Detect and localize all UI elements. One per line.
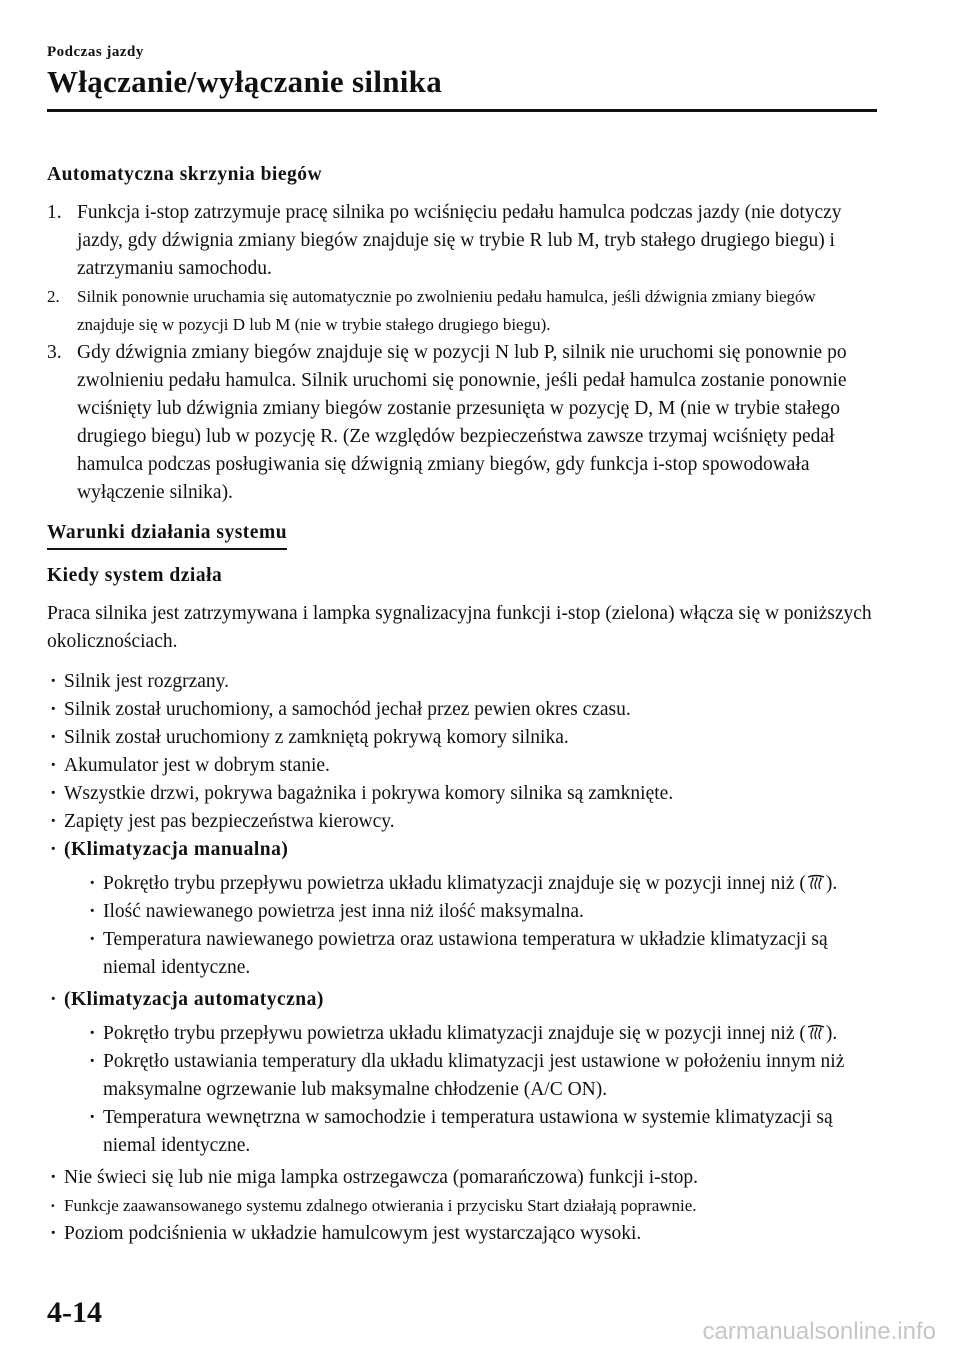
page-number: 4-14 [47,1296,102,1329]
list-item: · (Klimatyzacja automatyczna) · Pokrętło trybu przepływu powietrza układu klimatyzacji znajduje się w pozycji innej niż ( ). · Pokrętło ustawiania temperatury dla układu klimatyzacji jest ustawione w położeniu innym niż maksymalne ogrzewanie lub maksymalne chłodzenie (A/C ON). · Temperatura wewnętrzna w samochodzie i temperatura ustawiona w systemie klimatyzacji są niemal identyczne. [47,986,877,1160]
list-item: · Wszystkie drzwi, pokrywa bagażnika i pokrywa komory silnika są zamknięte. [50,783,674,804]
conditions-intro: Praca silnika jest zatrzymywana i lampka sygnalizacyjna funkcji i-stop (zielona) włącza się w poniższych okolicznościach. [47,603,872,652]
step-item: 1. Funkcja i-stop zatrzymuje pracę silnika po wciśnięciu pedału hamulca podczas jazdy (nie dotyczy jazdy, gdy dźwignia zmiany biegów znajduje się w trybie R lub M, tryb stałego drugiego biegu) i zatrzymaniu samochodu. [47,202,842,279]
manual-ac-conditions [64,870,877,982]
watermark: carmanualsonline.info [702,1318,936,1345]
list-item: · Temperatura wewnętrzna w samochodzie i temperatura ustawiona w systemie klimatyzacji są niemal identyczne. [89,1107,833,1156]
list-item: · Pokrętło trybu przepływu powietrza układu klimatyzacji znajduje się w pozycji innej niż ( ). [89,873,838,894]
page-content [47,161,877,1248]
list-item: · Silnik jest rozgrzany. [50,671,229,692]
system-conditions-title: Warunki działania systemu [47,519,287,550]
manual-ac-label: (Klimatyzacja manualna) [64,839,289,860]
list-item: · Nie świeci się lub nie miga lampka ostrzegawcza (pomarańczowa) funkcji i-stop. [50,1167,699,1188]
list-item: · Funkcje zaawansowanego systemu zdalnego otwierania i przycisku Start działają poprawnie. [50,1196,697,1215]
list-item: · Zapięty jest pas bezpieczeństwa kierowcy. [50,811,395,832]
when-system-works-heading: Kiedy system działa [47,565,223,586]
auto-ac-conditions [64,1020,877,1160]
automatic-transmission-heading: Automatyczna skrzynia biegów [47,164,323,185]
section-label: Podczas jazdy [47,44,144,60]
auto-ac-label: (Klimatyzacja automatyczna) [64,989,324,1010]
list-item: · (Klimatyzacja manualna) · Pokrętło trybu przepływu powietrza układu klimatyzacji znajduje się w pozycji innej niż ( ). · Ilość nawiewanego powietrza jest inna niż ilość maksymalna. · Temperatura nawiewanego powietrza oraz ustawiona temperatura w układzie klimatyzacji są niemal identyczne. [47,836,877,982]
defroster-icon [806,874,826,890]
list-item: · Pokrętło trybu przepływu powietrza układu klimatyzacji znajduje się w pozycji innej niż ( ). [89,1023,838,1044]
title-divider [47,109,877,112]
step-item: 2. Silnik ponownie uruchamia się automatycznie po zwolnieniu pedału hamulca, jeśli dźwignia zmiany biegów znajduje się w pozycji D lub M (nie w trybie stałego drugiego biegu). [47,287,816,334]
list-item: · Ilość nawiewanego powietrza jest inna niż ilość maksymalna. [89,901,584,922]
list-item: · Poziom podciśnienia w układzie hamulcowym jest wystarczająco wysoki. [50,1223,642,1244]
list-item: · Silnik został uruchomiony z zamkniętą pokrywą komory silnika. [50,727,569,748]
list-item: · Silnik został uruchomiony, a samochód jechał przez pewien okres czasu. [50,699,631,720]
automatic-steps [47,199,877,507]
defroster-icon [806,1024,826,1040]
list-item: · Temperatura nawiewanego powietrza oraz ustawiona temperatura w układzie klimatyzacji są niemal identyczne. [89,929,828,978]
list-item: · Pokrętło ustawiania temperatury dla układu klimatyzacji jest ustawione w położeniu innym niż maksymalne ogrzewanie lub maksymalne chłodzenie (A/C ON). [89,1051,845,1100]
step-item: 3. Gdy dźwignia zmiany biegów znajduje się w pozycji N lub P, silnik nie uruchomi się ponownie po zwolnieniu pedału hamulca. Silnik uruchomi się ponownie, jeśli pedał hamulca zostanie ponownie wciśnięty lub dźwignia zmiany biegów zostanie przesunięta w pozycję D, M (nie w trybie stałego drugiego biegu) lub w pozycję R. (Ze względów bezpieczeństwa zawsze trzymaj wciśnięty pedał hamulca podczas posługiwania się dźwignią zmiany biegów, gdy funkcja i-stop spowodowała wyłączenie silnika). [47,342,847,503]
conditions-list [47,668,877,1248]
page-title: Włączanie/wyłączanie silnika [47,64,443,99]
list-item: · Akumulator jest w dobrym stanie. [50,755,330,776]
